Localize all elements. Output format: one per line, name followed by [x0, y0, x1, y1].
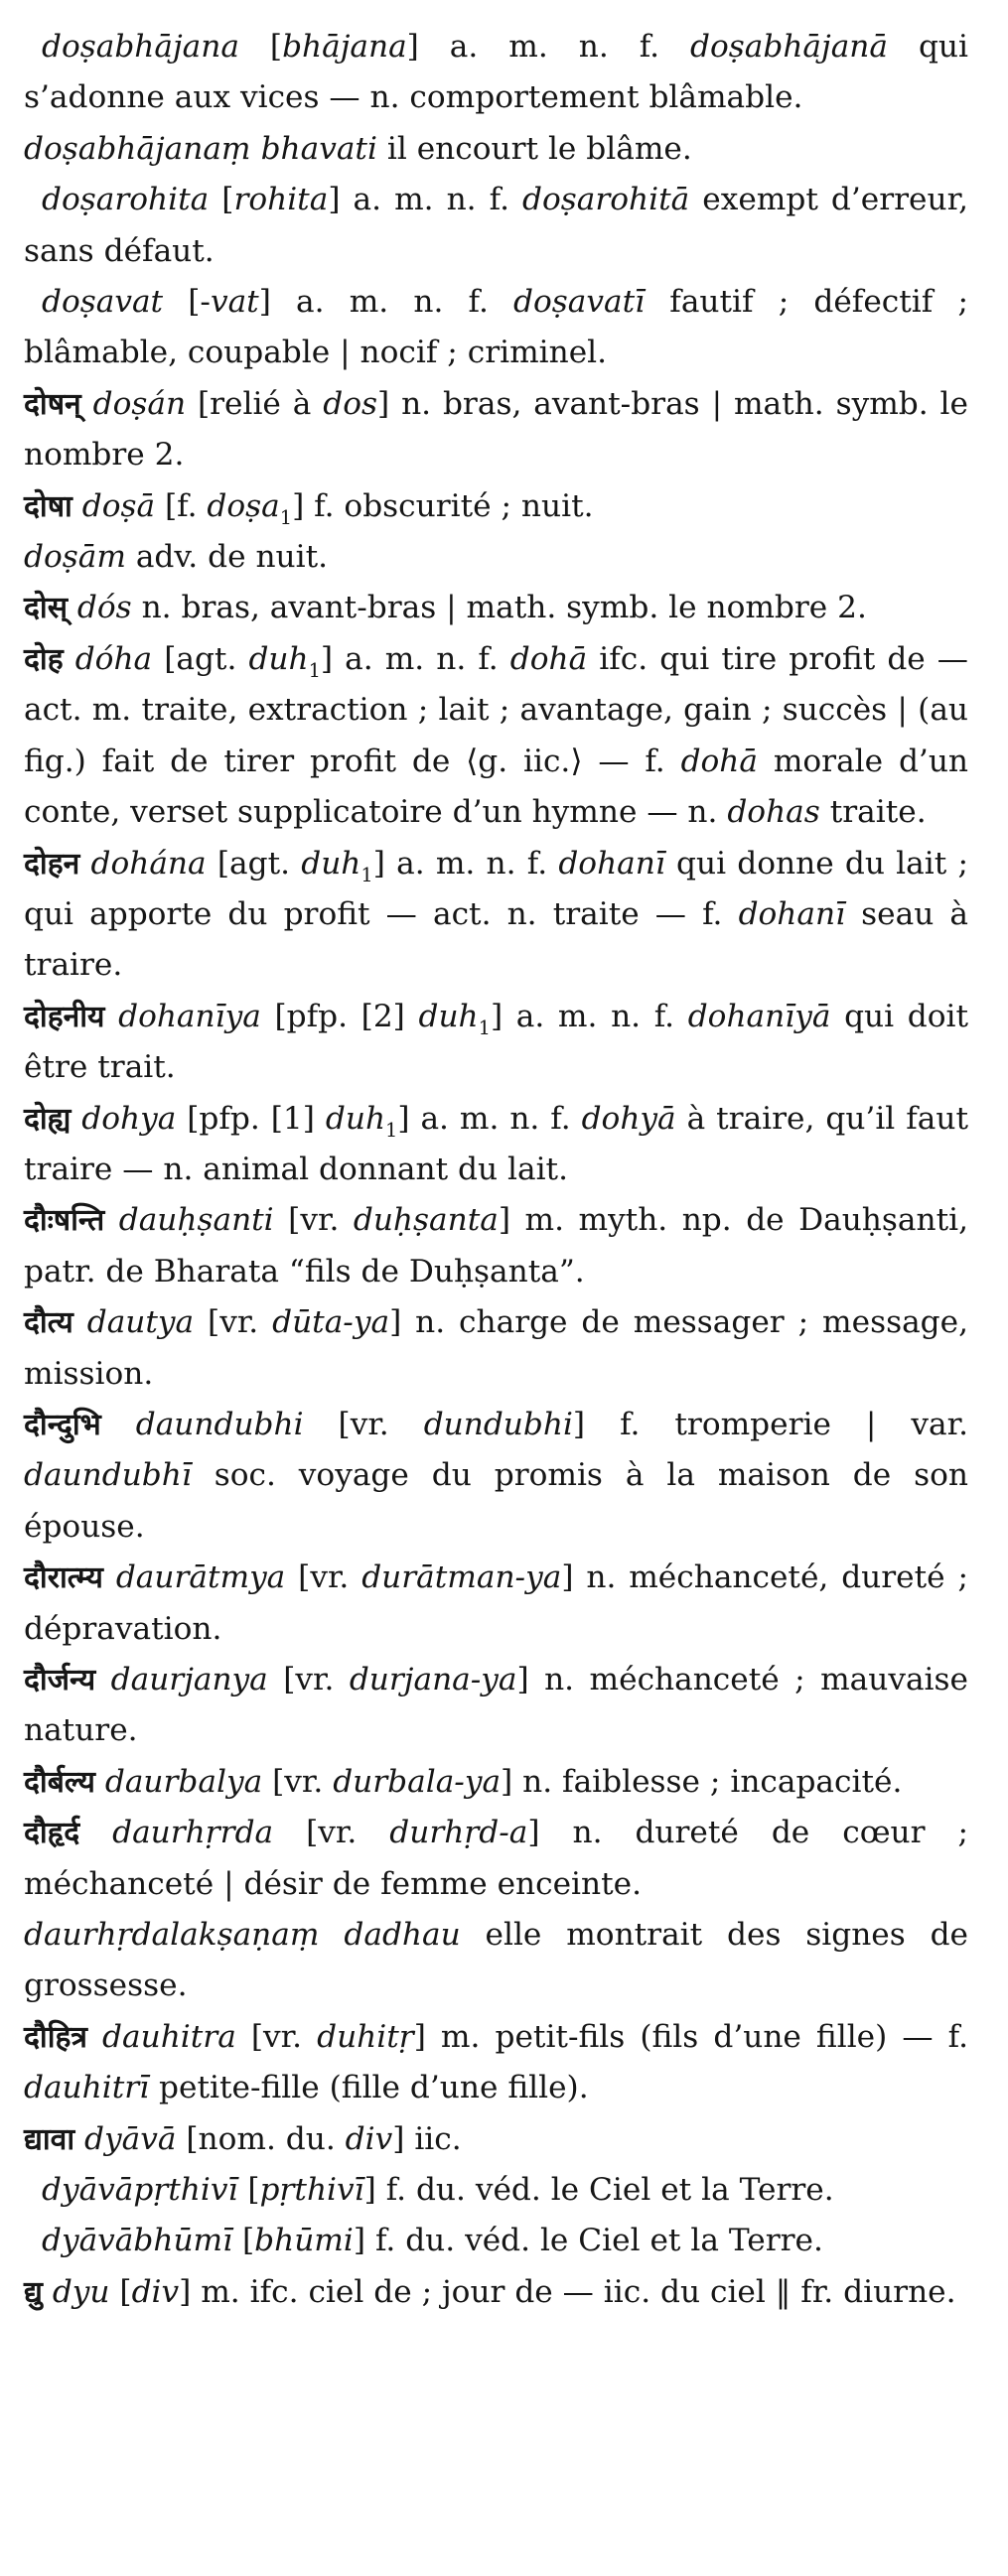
transliteration: dyāvā [84, 2120, 177, 2157]
transliteration: dos [323, 385, 378, 422]
definition-text: [pfp. [2] [260, 998, 419, 1034]
definition-text: petite-fille (fille d’une fille). [149, 2070, 589, 2106]
definition-text: [vr. [273, 1202, 354, 1239]
dictionary-entry [24, 124, 968, 175]
definition-text: ifc. qui tire profit de — act. m. traite, extraction ; lait ; avantage, gain ; succès | (au fig.) fait de tirer profit de ⟨g. iic.⟩ — f. [24, 640, 968, 779]
transliteration: daurbalya [104, 1763, 263, 1800]
transliteration: daundubhi [135, 1406, 304, 1442]
dictionary-entry [24, 1655, 968, 1757]
transliteration: doṣarohita [42, 182, 210, 218]
devanagari-headword: दोह [24, 641, 64, 677]
dictionary-entry [24, 1808, 968, 1910]
devanagari-headword: दौहित्र [24, 2019, 87, 2055]
definition-text [104, 1202, 119, 1238]
devanagari-headword: दौर्बल्य [24, 1764, 95, 1800]
definition-text: qui doit être trait. [24, 998, 968, 1086]
transliteration: dūta-ya [272, 1304, 390, 1341]
definition-text [43, 2274, 53, 2310]
devanagari-headword: दौहृर्द [24, 1816, 80, 1851]
dictionary-entry [24, 1195, 968, 1297]
transliteration: dohanīyā [687, 998, 831, 1034]
transliteration: doṣa [207, 487, 280, 524]
dictionary-entry [24, 992, 968, 1094]
definition-text: [- [163, 284, 211, 321]
homonym-index: 1 [308, 659, 321, 683]
dictionary-entry [24, 2012, 968, 2114]
transliteration: duh [325, 1100, 386, 1137]
definition-text [73, 1304, 87, 1340]
dictionary-entry [24, 2216, 968, 2266]
definition-text: n. bras, avant-bras | math. symb. le nombre 2. [131, 590, 867, 626]
definition-text [79, 846, 90, 881]
definition-text: ] n. méchanceté, dureté ; dépravation. [24, 1559, 968, 1647]
definition-text: ] f. tromperie | var. [572, 1406, 968, 1442]
definition-text: ] a. m. n. f. [258, 284, 514, 321]
transliteration: doṣabhājana [42, 29, 239, 65]
definition-text: ] m. petit-fils (fils d’une fille) — f. [413, 2018, 968, 2055]
definition-text: ] n. dureté de cœur ; méchanceté | désir de femme enceinte. [24, 1815, 969, 1902]
dictionary-entry [24, 1553, 968, 1655]
transliteration: div [131, 2273, 180, 2310]
definition-text: traite. [819, 794, 927, 831]
definition-text: [agt. [206, 845, 302, 881]
definition-text: ] a. m. n. f. [406, 29, 691, 65]
definition-text: ] a. m. n. f. [328, 182, 523, 218]
devanagari-headword: द्यु [24, 2274, 43, 2310]
dictionary-entry [24, 2267, 968, 2318]
definition-text [81, 386, 93, 422]
definition-text: [vr. [194, 1304, 273, 1341]
definition-text: [vr. [303, 1406, 424, 1442]
transliteration: daundubhī [24, 1457, 192, 1494]
devanagari-headword: दोह्य [24, 1101, 72, 1137]
transliteration: dundubhi [423, 1406, 573, 1442]
transliteration: doṣām [24, 539, 126, 576]
dictionary-entry [24, 22, 968, 124]
dictionary-entry [24, 583, 968, 633]
definition-text [79, 1815, 112, 1850]
definition-text [104, 999, 118, 1034]
definition-text: [ [237, 2172, 260, 2209]
transliteration: doṣán [92, 385, 187, 422]
dictionary-entry [24, 1094, 968, 1196]
definition-text: [vr. [235, 2018, 318, 2055]
dictionary-entry [24, 634, 968, 839]
definition-text: adv. de nuit. [125, 539, 329, 576]
homonym-index: 1 [385, 1118, 398, 1142]
definition-text: [agt. [152, 640, 249, 677]
devanagari-headword: द्यावा [24, 2121, 75, 2157]
definition-text: à traire, qu’il faut traire — n. animal donnant du lait. [24, 1100, 968, 1187]
definition-text: seau à traire. [24, 895, 968, 984]
definition-text: ] n. bras, avant-bras | math. symb. le nombre 2. [24, 385, 968, 474]
definition-text: il encourt le blâme. [376, 130, 692, 167]
transliteration: dohas [727, 794, 820, 831]
transliteration: doṣā [81, 487, 156, 524]
transliteration: dohya [81, 1100, 177, 1137]
definition-text: [pfp. [1] [176, 1100, 326, 1137]
transliteration: doṣavatī [513, 284, 646, 321]
definition-text: ] f. du. véd. le Ciel et la Terre. [353, 2223, 823, 2259]
transliteration: doṣavat [42, 284, 164, 321]
definition-text: [ [238, 29, 283, 65]
definition-text [72, 488, 82, 524]
transliteration: bhājana [282, 29, 407, 65]
definition-text: ] iic. [392, 2120, 462, 2157]
devanagari-headword: दौर्जन्य [24, 1663, 96, 1697]
transliteration: duh [248, 640, 309, 677]
definition-text: [ [109, 2273, 132, 2310]
transliteration: duh [418, 998, 479, 1034]
transliteration: dauhitrī [24, 2070, 150, 2106]
devanagari-headword: दोषन् [24, 386, 81, 422]
dictionary-entry [24, 1400, 968, 1553]
transliteration: dohanīya [118, 998, 261, 1034]
transliteration: duhitṛ [317, 2018, 414, 2055]
definition-text: [ [232, 2223, 255, 2259]
transliteration: durjana-ya [349, 1662, 517, 1697]
devanagari-headword: दौःषन्ति [24, 1203, 105, 1239]
definition-text: morale d’un conte, verset supplicatoire d’un hymne — n. [24, 743, 968, 831]
definition-text: ] a. m. n. f. [320, 640, 510, 677]
definition-text: [vr. [285, 1559, 362, 1596]
devanagari-headword: दोषा [24, 488, 72, 524]
definition-text: [vr. [262, 1763, 334, 1800]
definition-text: ] n. faiblesse ; incapacité. [501, 1763, 903, 1800]
definition-text: soc. voyage du promis à la maison de son épouse. [24, 1457, 968, 1545]
devanagari-headword: दोहनीय [24, 999, 105, 1034]
homonym-index: 1 [279, 505, 293, 529]
transliteration: dohā [680, 743, 758, 779]
devanagari-headword: दौन्दुभि [24, 1407, 101, 1442]
definition-text: ] m. ifc. ciel de ; jour de — iic. du ciel ‖ fr. diurne. [179, 2273, 956, 2310]
transliteration: dyāvābhūmī [42, 2223, 233, 2259]
definition-text: qui s’adonne aux vices — n. comportement blâmable. [24, 29, 968, 116]
transliteration: durātman-ya [361, 1559, 562, 1596]
definition-text: [ [209, 182, 234, 218]
transliteration: dohanī [738, 895, 846, 932]
devanagari-headword: दोस् [24, 591, 68, 626]
transliteration: daurhṛrda [112, 1815, 274, 1851]
definition-text [74, 2121, 84, 2157]
dictionary-entry [24, 2114, 968, 2165]
transliteration: dyu [52, 2273, 110, 2310]
definition-text: ] m. myth. np. de Dauḥṣanti, patr. de Bharata “fils de Duḥṣanta”. [24, 1202, 968, 1289]
transliteration: dohána [90, 845, 207, 881]
dictionary-entry [24, 1910, 968, 2012]
definition-text [68, 590, 77, 625]
transliteration: dóha [74, 640, 153, 677]
transliteration: daurjanya [110, 1662, 268, 1697]
definition-text [101, 1407, 136, 1442]
definition-text: [f. [155, 487, 208, 524]
transliteration: duh [301, 845, 361, 881]
transliteration: dohyā [581, 1100, 676, 1137]
definition-text: fautif ; défectif ; blâmable, coupable | nocif ; criminel. [24, 284, 968, 371]
definition-text: [vr. [267, 1662, 350, 1697]
definition-text: ] n. méchanceté ; mauvaise nature. [24, 1662, 968, 1749]
dictionary-entry [24, 481, 968, 532]
transliteration: dós [76, 590, 132, 626]
devanagari-headword: दौरात्म्य [24, 1560, 103, 1596]
definition-text: ] a. m. n. f. [397, 1100, 582, 1137]
transliteration: dohā [509, 640, 588, 677]
transliteration: duḥṣanta [353, 1202, 499, 1239]
definition-text: [vr. [273, 1815, 390, 1851]
dictionary-entry [24, 175, 968, 277]
homonym-index: 1 [360, 863, 373, 886]
transliteration: daurhṛdalakṣaṇaṃ dadhau [24, 1917, 461, 1954]
definition-text: ] a. m. n. f. [372, 845, 559, 881]
transliteration: durhṛd-a [389, 1815, 528, 1851]
transliteration: dautya [86, 1304, 195, 1341]
definition-text [64, 641, 75, 677]
definition-text [103, 1559, 116, 1595]
definition-text [87, 2019, 102, 2055]
definition-text: [nom. du. [176, 2120, 346, 2157]
dictionary-entry [24, 2165, 968, 2216]
transliteration: dohanī [558, 845, 665, 881]
transliteration: dauhitra [102, 2018, 236, 2055]
dictionary-entry [24, 839, 968, 992]
transliteration: div [345, 2120, 393, 2157]
definition-text: ] f. du. véd. le Ciel et la Terre. [363, 2172, 834, 2209]
definition-text: qui donne du lait ; qui apporte du profit — act. n. traite — f. [24, 845, 968, 932]
definition-text: exempt d’erreur, sans défaut. [24, 182, 968, 269]
transliteration: doṣarohitā [522, 182, 690, 218]
dictionary-entry [24, 379, 968, 481]
definition-text: ] n. charge de messager ; message, mission. [24, 1304, 969, 1392]
dictionary-entry [24, 1297, 968, 1400]
definition-text: ] a. m. n. f. [490, 998, 688, 1034]
transliteration: daurātmya [115, 1559, 286, 1596]
homonym-index: 1 [478, 1016, 491, 1039]
definition-text: [relié à [186, 385, 324, 422]
definition-text [95, 1764, 105, 1800]
transliteration: doṣabhājanaṃ bhavati [24, 130, 377, 167]
devanagari-headword: दोहन [24, 846, 80, 881]
definition-text: elle montrait des signes de grossesse. [24, 1917, 969, 2004]
transliteration: pṛthivī [259, 2172, 364, 2209]
transliteration: dyāvāpṛthivī [42, 2172, 238, 2209]
transliteration: vat [210, 284, 259, 321]
transliteration: durbala-ya [333, 1763, 502, 1800]
definition-text [95, 1662, 110, 1697]
transliteration: dauḥṣanti [118, 1202, 274, 1239]
dictionary-entry [24, 277, 968, 379]
definition-text [71, 1101, 81, 1137]
transliteration: bhūmi [254, 2223, 354, 2259]
definition-text: ] f. obscurité ; nuit. [292, 487, 594, 524]
dictionary-entry [24, 1757, 968, 1808]
devanagari-headword: दौत्य [24, 1305, 73, 1341]
transliteration: doṣabhājanā [690, 29, 888, 65]
transliteration: rohita [233, 182, 329, 218]
dictionary-entry [24, 532, 968, 583]
